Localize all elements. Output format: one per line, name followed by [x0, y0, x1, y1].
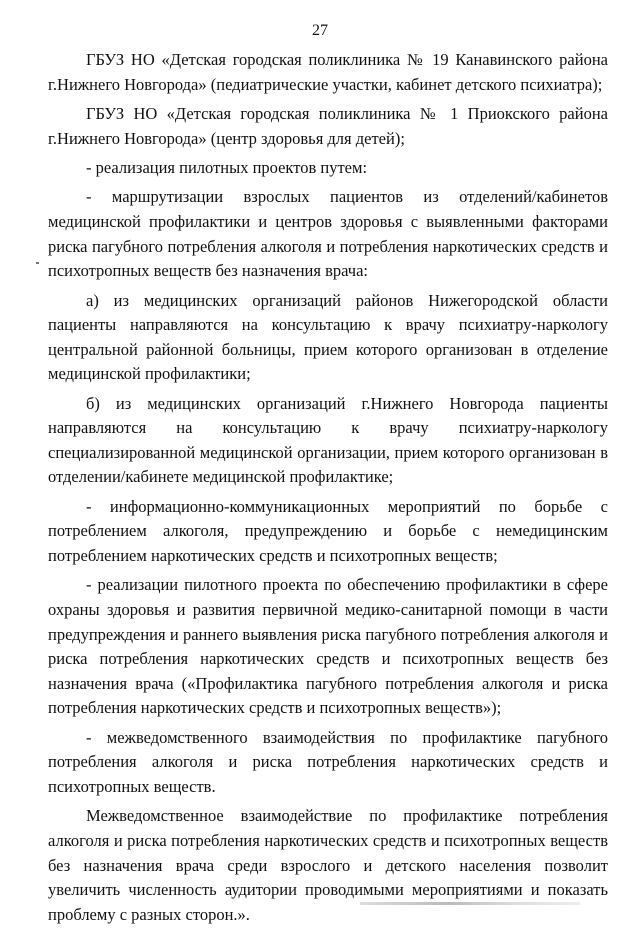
margin-mark — [36, 262, 39, 264]
paragraph-gbuz-1: ГБУЗ НО «Детская городская поликлиника № 1 Приокского района г.Нижнего Новгорода» (центр здоровья для детей); — [48, 103, 608, 148]
paragraph-pilot-projects: - реализация пилотных проектов путем: — [86, 157, 368, 177]
paragraph-conclusion: Межведомственное взаимодействие по профилактике потребления алкоголя и риска потребления наркотических средств и психотропных веществ без назначения врача среди взрослого и детского населения позволит увеличить численность аудитории проводимыми мероприятиями и показать проблему с разных сторон.». — [48, 806, 608, 924]
paragraph-item-b: б) из медицинских организаций г.Нижнего Новгорода пациенты направляются на консультацию к врачу психиатру-наркологу специализированной медицинской организации, прием которого организован в отделении/кабинете медицинской профилактике; — [48, 393, 608, 487]
paragraph-gbuz-19: ГБУЗ НО «Детская городская поликлиника № 19 Канавинского района г.Нижнего Новгорода» (педиатрические участки, кабинет детского психиатра); — [48, 50, 608, 94]
paragraph-routing: - маршрутизации взрослых пациентов из отделений/кабинетов медицинской профилактики и центров здоровья с выявленными факторами риска пагубного потребления алкоголя и потребления наркотических средств и психотропных веществ без назначения врача: — [48, 187, 608, 281]
paragraph-item-a: а) из медицинских организаций районов Нижегородской области пациенты направляются на консультацию к врачу психиатру-наркологу центральной районной больницы, прием которого организован в отделение медицинской профилактики; — [48, 290, 608, 384]
document-body — [48, 48, 608, 932]
page-number: 27 — [312, 22, 328, 39]
paragraph-pilot-prevention: - реализации пилотного проекта по обеспечению профилактики в сфере охраны здоровья и развития первичной медико-санитарной помощи в части предупреждения и раннего выявления риска пагубного потребления алкоголя и риска потребления наркотических средств и психотропных веществ без назначения врача («Профилактика пагубного потребления алкоголя и риска потребления наркотических средств и психотропных веществ»); — [48, 575, 608, 718]
paragraph-info-events: - информационно-коммуникационных мероприятий по борьбе с потреблением алкоголя, предупреждению и борьбе с немедицинским потреблением наркотических средств и психотропных веществ; — [48, 496, 608, 566]
paragraph-interagency: - межведомственного взаимодействия по профилактике пагубного потребления алкоголя и риска потребления наркотических средств и психотропных веществ. — [48, 727, 608, 796]
